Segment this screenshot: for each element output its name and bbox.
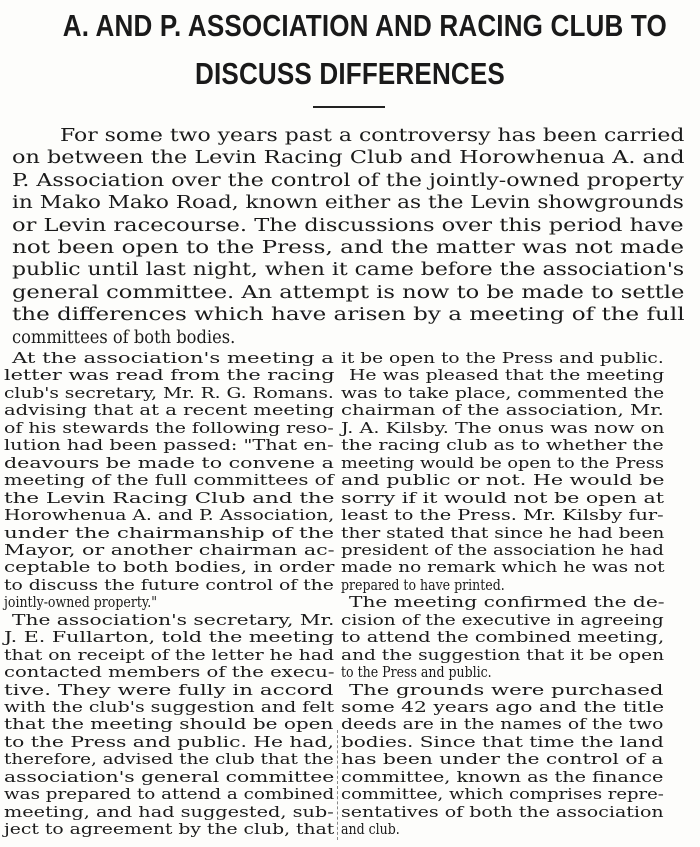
column-line: and the suggestion that it be open [341,646,665,664]
column-line: and club. [341,821,400,839]
column-line: to attend the combined meeting, [341,629,665,647]
column-line: The grounds were purchased [349,681,664,699]
column-line: cision of the executive in agreeing [341,611,664,629]
column-line: Horowhenua A. and P. Association, [4,507,335,525]
column-line: J. E. Fullarton, told the meeting [4,629,335,647]
lead-line: the differences which have arisen by a meeting of the full [12,305,685,326]
column-line: prepared to have printed. [341,576,505,594]
column-line: The meeting confirmed the de- [349,594,665,612]
column-line: sorry if it would not be open at [341,489,664,507]
column-line: ther stated that since he had been [341,524,665,542]
lead-line: P. Association over the control of the jointly-owned property [12,170,684,191]
column-line: the racing club as to whether the [341,437,664,455]
column-line: contacted members of the execu- [4,664,335,682]
column-line: therefore, advised the club that the [4,751,334,769]
headline-line-1: A. AND P. ASSOCIATION AND RACING CLUB TO [62,8,667,43]
column-line: that on receipt of the letter he had [4,646,334,664]
column-line: of his stewards the following reso- [4,419,334,437]
column-line: made no remark which he was not [341,559,665,577]
column-line: committee, known as the finance [341,768,664,786]
column-line: jointly-owned property." [4,594,158,612]
lead-line: in Mako Mako Road, known either as the Levin showgrounds [12,193,684,214]
column-line: letter was read from the racing [4,367,335,385]
column-line: lution had been passed: "That en- [4,437,334,455]
headline-line-2: DISCUSS DIFFERENCES [195,56,505,91]
column-line: bodies. Since that time the land [341,733,664,751]
column-line: committee, which comprises repre- [341,786,664,804]
lead-line: public until last night, when it came before the association's [12,260,685,281]
column-line: with the club's suggestion and felt [4,699,335,716]
column-line: to discuss the future control of the [4,576,334,594]
lead-line: or Levin racecourse. The discussions over this period have [12,215,684,236]
column-line: under the chairmanship of the [4,524,335,542]
headline-rule [313,106,385,108]
column-line: club's secretary, Mr. R. G. Romans. [4,384,334,402]
lead-line: not been open to the Press, and the matter was not made [12,238,685,258]
column-line: it be open to the Press and public. [341,350,664,367]
column-line: president of the association he had [341,541,664,559]
lead-line: general committee. An attempt is now to be made to settle [12,282,685,303]
lead-line: on between the Levin Racing Club and Horowhenua A. and [12,148,685,169]
column-line: the Levin Racing Club and the [4,489,335,507]
column-line: to the Press and public. [341,664,492,682]
column-line: meeting would be open to the Press [341,454,665,472]
column-line: meeting, and had suggested, sub- [4,803,334,821]
column-gutter [337,730,338,840]
column-line: has been under the control of a [341,751,664,769]
lead-line: For some two years past a controversy has been carried [60,126,685,146]
column-line: At the association's meeting a [12,350,334,367]
column-line: advising that at a recent meeting [4,402,335,420]
column-line: tive. They were fully in accord [4,681,334,699]
column-line: chairman of the association, Mr. [341,402,664,420]
column-line: The association's secretary, Mr. [12,611,335,629]
column-line: deavours be made to convene a [4,454,334,472]
column-line: and public or not. He would be [341,472,665,490]
column-line: meeting of the full committees of [4,472,334,490]
column-line: ceptable to both bodies, in order [4,559,335,577]
column-line: Mayor, or another chairman ac- [4,541,335,559]
column-line: sentatives of both the association [341,803,664,821]
column-line: least to the Press. Mr. Kilsby fur- [341,507,664,525]
column-line: some 42 years ago and the title [341,699,665,716]
column-line: He was pleased that the meeting [349,367,665,385]
column-line: that the meeting should be open [4,716,334,734]
column-line: to the Press and public. He had, [4,733,334,751]
column-line: was prepared to attend a combined [4,786,335,804]
column-line: was to take place, commented the [341,384,665,402]
lead-line: committees of both bodies. [12,327,236,348]
column-line: ject to agreement by the club, that [4,821,335,839]
column-line: deeds are in the names of the two [341,716,664,734]
column-line: J. A. Kilsby. The onus was now on [341,419,665,437]
column-line: association's general committee [4,768,335,786]
